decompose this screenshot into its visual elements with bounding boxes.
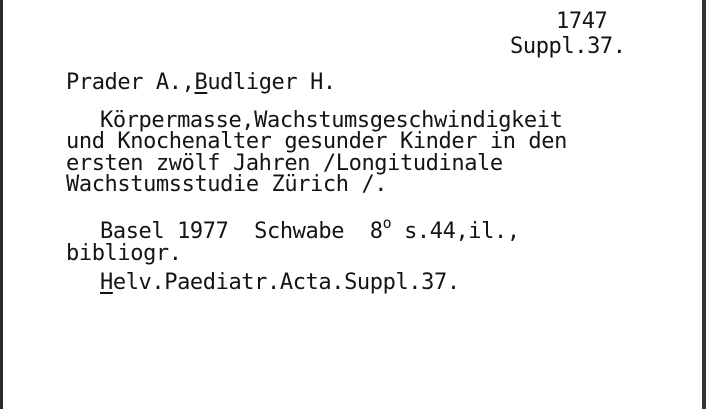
series-rest: elv.Paediatr.Acta.Suppl.37.	[112, 270, 460, 295]
card-right-edge	[702, 0, 706, 409]
title-line-1: Körpermasse,Wachstumsgeschwindigkeit	[100, 108, 563, 133]
author-first: Prader A.,	[66, 70, 195, 95]
series-number: Suppl.37.	[510, 34, 626, 59]
card-left-edge	[0, 0, 3, 409]
authors	[66, 72, 336, 94]
series-statement	[100, 272, 460, 294]
title-line-2: und Knochenalter gesunder Kinder in den	[66, 129, 567, 154]
imprint-place-year-publisher: Basel 1977 Schwabe 8	[100, 219, 383, 244]
title-line-3: ersten zwölf Jahren /Longitudinale	[66, 151, 503, 176]
call-number: 1747	[556, 9, 608, 34]
imprint-extent: s.44,il.,	[391, 219, 520, 244]
imprint-notes: bibliogr.	[66, 241, 182, 266]
author-second-rest: udliger H.	[207, 70, 336, 95]
imprint-line	[100, 213, 520, 244]
author-second-initial: B	[194, 70, 208, 95]
series-initial: H	[100, 270, 113, 295]
title-line-4: Wachstumsstudie Zürich /.	[66, 172, 388, 197]
imprint-format-superscript: o	[382, 213, 392, 232]
